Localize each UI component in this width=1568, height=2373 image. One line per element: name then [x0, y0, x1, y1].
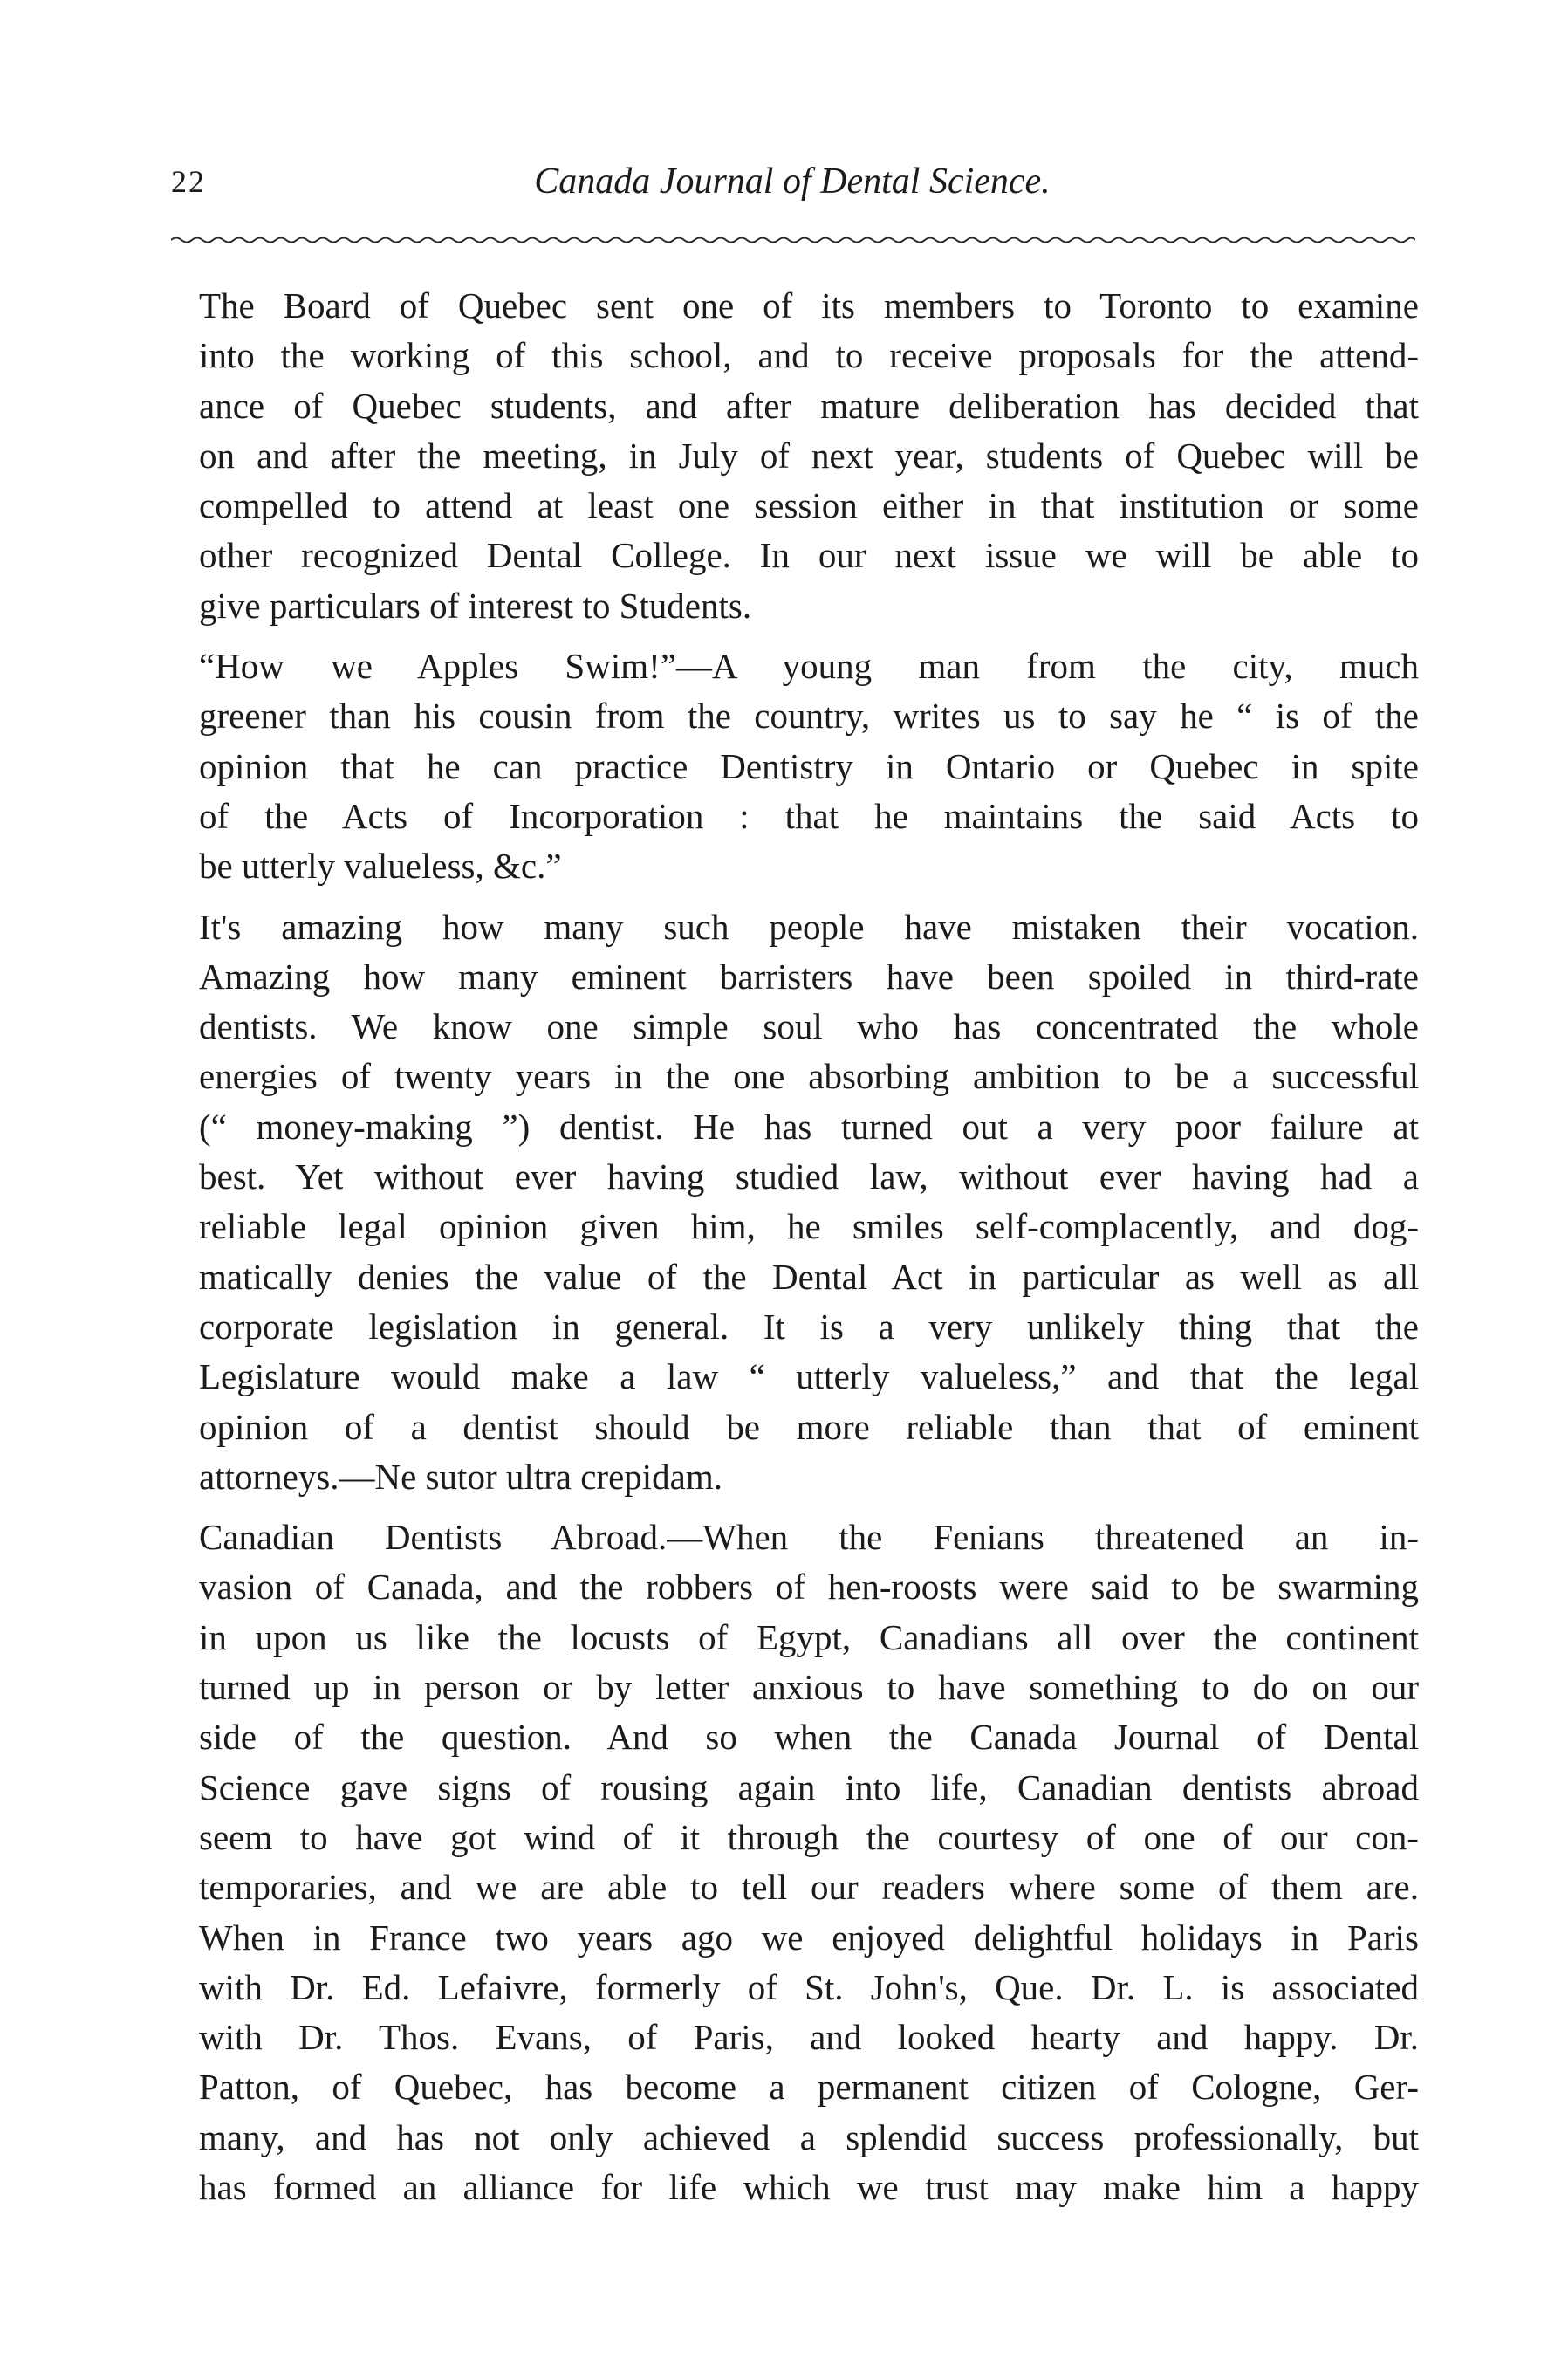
text-line: compelled to attend at least one session either in that institution or some — [199, 485, 1419, 526]
text-line: into the working of this school, and to receive proposals for the attend- — [199, 335, 1419, 376]
article-body — [164, 281, 1419, 2223]
running-title: Canada Journal of Dental Science. — [534, 161, 1051, 202]
text-line: corporate legislation in general. It is a very unlikely thing that the — [199, 1306, 1419, 1347]
text-line: temporaries, and we are able to tell our readers where some of them are. — [199, 1867, 1419, 1908]
text-line: other recognized Dental College. In our next issue we will be able to — [199, 535, 1419, 576]
text-line: many, and has not only achieved a splendid success professionally, but — [199, 2116, 1419, 2157]
paragraph-vocation — [164, 902, 1419, 1503]
text-line: opinion that he can practice Dentistry in Ontario or Quebec in spite — [199, 745, 1419, 786]
text-line: Amazing how many eminent barristers have been spoiled in third-rate — [199, 956, 1419, 997]
page-header — [164, 155, 1421, 208]
text-line: of the Acts of Incorporation : that he maintains the said Acts to — [199, 795, 1419, 836]
text-line: When in France two years ago we enjoyed delightful holidays in Paris — [199, 1917, 1419, 1958]
text-line: side of the question. And so when the Canada Journal of Dental — [199, 1717, 1419, 1758]
text-line: with Dr. Thos. Evans, of Paris, and looked hearty and happy. Dr. — [199, 2017, 1419, 2058]
text-line: has formed an alliance for life which we trust may make him a happy — [199, 2166, 1419, 2207]
text-line: seem to have got wind of it through the courtesy of one of our con- — [199, 1816, 1419, 1857]
text-line: energies of twenty years in the one absorbing ambition to be a successful — [199, 1056, 1419, 1097]
text-line: Science gave signs of rousing again into life, Canadian dentists abroad — [199, 1766, 1419, 1807]
text-line: Patton, of Quebec, has become a permanent citizen of Cologne, Ger- — [199, 2067, 1419, 2108]
text-line: The Board of Quebec sent one of its members to Toronto to examine — [199, 285, 1419, 326]
paragraph-apples-swim — [164, 641, 1419, 891]
text-line: dentists. We know one simple soul who has concentrated the whole — [199, 1006, 1419, 1047]
paragraph-quebec-board — [164, 281, 1419, 631]
text-line: on and after the meeting, in July of next year, students of Quebec will be — [199, 435, 1419, 476]
text-line: in upon us like the locusts of Egypt, Canadians all over the continent — [199, 1616, 1419, 1657]
text-line: Canadian Dentists Abroad.—When the Fenians threatened an in- — [199, 1517, 1419, 1558]
text-line: “How we Apples Swim!”—A young man from the city, much — [199, 646, 1419, 687]
page-number: 22 — [171, 164, 206, 199]
text-line: matically denies the value of the Dental Act in particular as well as all — [199, 1256, 1419, 1297]
text-line: vasion of Canada, and the robbers of hen-roosts were said to be swarming — [199, 1567, 1419, 1608]
text-line: (“ money-making ”) dentist. He has turned out a very poor failure at — [199, 1106, 1419, 1147]
decorative-wavy-rule — [171, 234, 1415, 246]
text-line: with Dr. Ed. Lefaivre, formerly of St. John's, Que. Dr. L. is associated — [199, 1966, 1419, 2007]
text-line: greener than his cousin from the country, writes us to say he “ is of the — [199, 696, 1419, 737]
text-line: opinion of a dentist should be more reliable than that of eminent — [199, 1406, 1419, 1447]
text-line: best. Yet without ever having studied law, without ever having had a — [199, 1156, 1419, 1197]
text-line: be utterly valueless, &c.” — [199, 846, 562, 887]
text-line: give particulars of interest to Students. — [199, 585, 752, 626]
paragraph-canadian-dentists-abroad — [164, 1512, 1419, 2212]
text-line: attorneys.—Ne sutor ultra crepidam. — [199, 1456, 723, 1497]
text-line: Legislature would make a law “ utterly valueless,” and that the legal — [199, 1356, 1419, 1397]
text-line: ance of Quebec students, and after mature deliberation has decided that — [199, 385, 1419, 426]
text-line: turned up in person or by letter anxious to have something to do on our — [199, 1667, 1419, 1708]
text-line: reliable legal opinion given him, he smiles self-complacently, and dog- — [199, 1206, 1419, 1247]
text-line: It's amazing how many such people have mistaken their vocation. — [199, 906, 1419, 947]
